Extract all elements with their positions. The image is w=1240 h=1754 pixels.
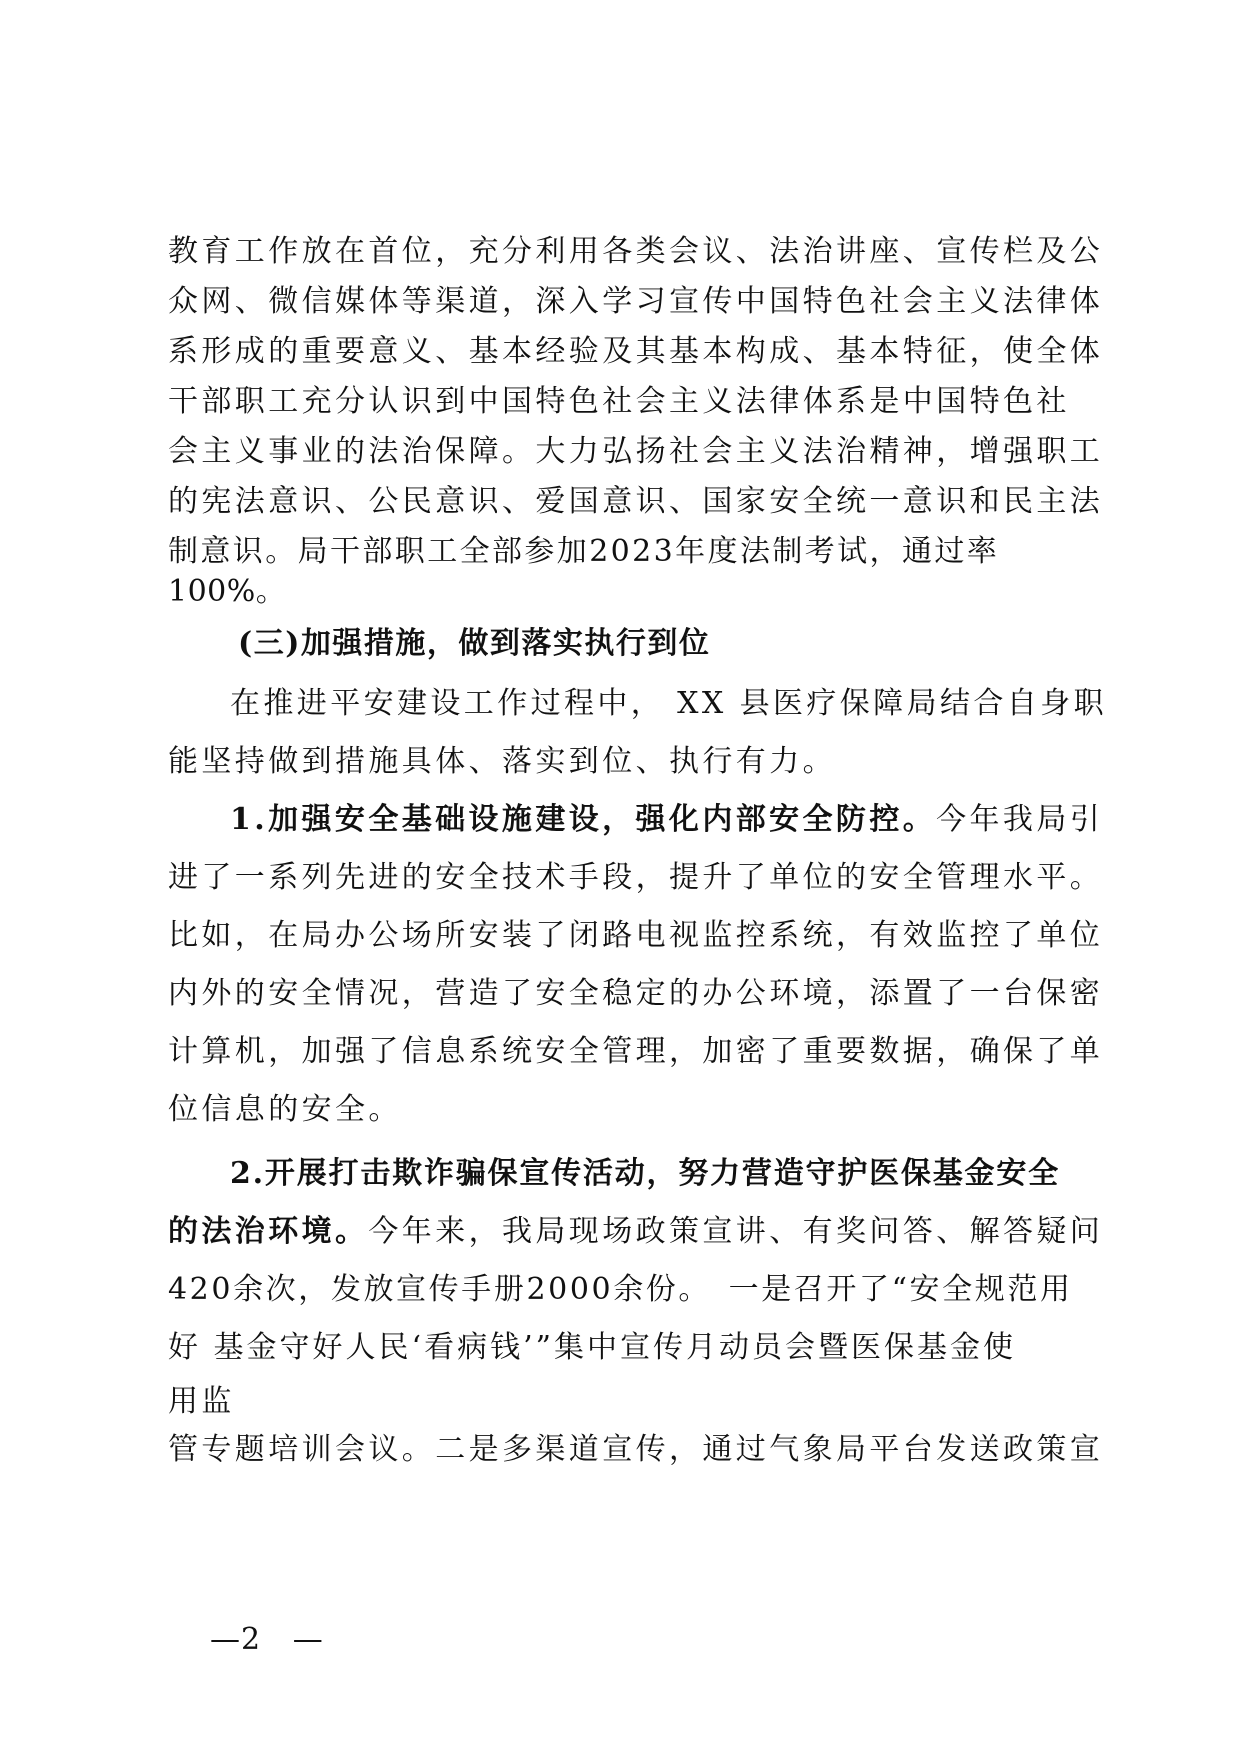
text-line: 管专题培训会议。二是多渠道宣传，通过气象局平台发送政策宣 [168,1432,1104,1467]
text-line: 420余次，发放宣传手册2000余份。 一是召开了“安全规范用 [168,1272,1073,1307]
text-line: 制意识。局干部职工全部参加2023年度法制考试，通过率 [168,534,1000,569]
text-line: 的宪法意识、公民意识、爱国意识、国家安全统一意识和民主法 [168,484,1104,519]
text-line: 100%。 [168,574,287,609]
text-line: 能坚持做到措施具体、落实到位、执行有力。 [168,744,836,779]
list-item-2-second-line [168,1212,1104,1252]
text-line: 教育工作放在首位，充分利用各类会议、法治讲座、宣传栏及公 [168,234,1104,269]
text-line: 内外的安全情况，营造了安全稳定的办公环境，添置了一台保密 [168,976,1104,1011]
text-line: 用监 [168,1384,235,1419]
list-item-2-text: 今年来，我局现场政策宣讲、有奖问答、解答疑问 [368,1214,1104,1249]
text-line: 进了一系列先进的安全技术手段，提升了单位的安全管理水平。 [168,860,1104,895]
list-item-2-heading: 2.开展打击欺诈骗保宣传活动，努力营造守护医保基金安全 [230,1156,1060,1191]
text-line: 位信息的安全。 [168,1092,402,1127]
text-line: 系形成的重要意义、基本经验及其基本构成、基本特征，使全体 [168,334,1104,369]
text-line: 干部职工充分认识到中国特色社会主义法律体系是中国特色社 [168,384,1070,419]
list-item-2-heading-end: 的法治环境。 [168,1214,369,1249]
text-line: 在推进平安建设工作过程中， XX 县医疗保障局结合自身职 [230,686,1107,721]
page-number: —2 — [210,1622,324,1657]
text-line: 比如，在局办公场所安装了闭路电视监控系统，有效监控了单位 [168,918,1104,953]
text-line: 好 基金守好人民‘看病钱’”集中宣传月动员会暨医保基金使 [168,1330,1016,1365]
section-heading: (三)加强措施，做到落实执行到位 [238,626,711,661]
text-line: 众网、微信媒体等渠道，深入学习宣传中国特色社会主义法律体 [168,284,1104,319]
list-item-1-first-line [230,800,1150,840]
list-item-1-text: 今年我局引 [936,802,1104,837]
text-line: 会主义事业的法治保障。大力弘扬社会主义法治精神，增强职工 [168,434,1104,469]
text-line: 计算机，加强了信息系统安全管理，加密了重要数据，确保了单 [168,1034,1104,1069]
list-item-1-heading: 1.加强安全基础设施建设，强化内部安全防控。 [230,802,937,837]
